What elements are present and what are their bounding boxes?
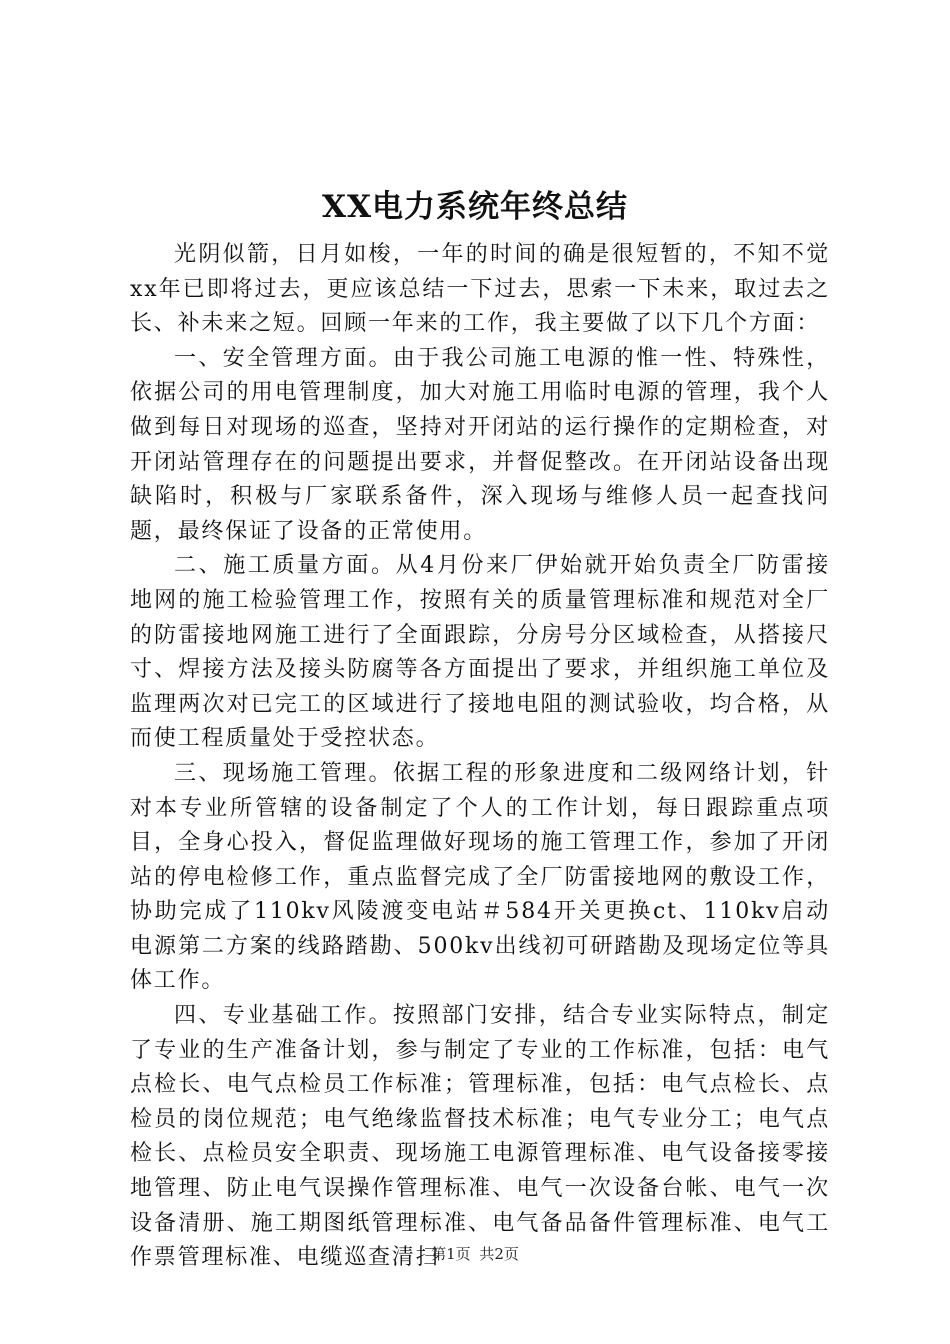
paragraph-site-management: 三、现场施工管理。依据工程的形象进度和二级网络计划，针对本专业所管辖的设备制定了个人的工作计划，每日跟踪重点项目，全身心投入，督促监理做好现场的施工管理工作，参加了开闭站的停电检修工作，重点监督完成了全厂防雷接地网的敷设工作，协助完成了110kv风陵渡变电站＃584开关更换ct、110kv启动电源第二方案的线路踏勘、500kv出线初可研踏勘及现场定位等具体工作。 — [130, 760, 830, 994]
page-number: 第1页 — [431, 1245, 471, 1263]
document-title: XX电力系统年终总结 — [321, 189, 629, 225]
page-footer — [0, 1244, 950, 1264]
paragraph-construction-quality: 二、施工质量方面。从4月份来厂伊始就开始负责全厂防雷接地网的施工检验管理工作，按照有关的质量管理标准和规范对全厂的防雷接地网施工进行了全面跟踪，分房号分区域检查，从搭接尺寸、焊接方法及接头防腐等各方面提出了要求，并组织施工单位及监理两次对已完工的区域进行了接地电阻的测试验收，均合格，从而使工程质量处于受控状态。 — [130, 553, 830, 752]
page-total: 共2页 — [479, 1245, 519, 1263]
paragraph-basic-work: 四、专业基础工作。按照部门安排，结合专业实际特点，制定了专业的生产准备计划，参与制定了专业的工作标准，包括：电气点检长、电气点检员工作标准；管理标准，包括：电气点检长、点检员的岗位规范；电气绝缘监督技术标准；电气专业分工；电气点检长、点检员安全职责、现场施工电源管理标准、电气设备接零接地管理、防止电气误操作管理标准、电气一次设备台帐、电气一次设备清册、施工期图纸管理标准、电气备品备件管理标准、电气工作票管理标准、电缆巡查清扫 — [130, 1003, 830, 1271]
document-body — [130, 238, 830, 1276]
paragraph-safety-management: 一、安全管理方面。由于我公司施工电源的惟一性、特殊性，依据公司的用电管理制度，加大对施工用临时电源的管理，我个人做到每日对现场的巡查，坚持对开闭站的运行操作的定期检查，对开闭站管理存在的问题提出要求，并督促整改。在开闭站设备出现缺陷时，积极与厂家联系备件，深入现场与维修人员一起查找问题，最终保证了设备的正常使用。 — [130, 345, 830, 544]
paragraph-intro: 光阴似箭，日月如梭，一年的时间的确是很短暂的，不知不觉xx年已即将过去，更应该总结一下过去，思索一下未来，取过去之长、补未来之短。回顾一年来的工作，我主要做了以下几个方面： — [130, 242, 830, 337]
